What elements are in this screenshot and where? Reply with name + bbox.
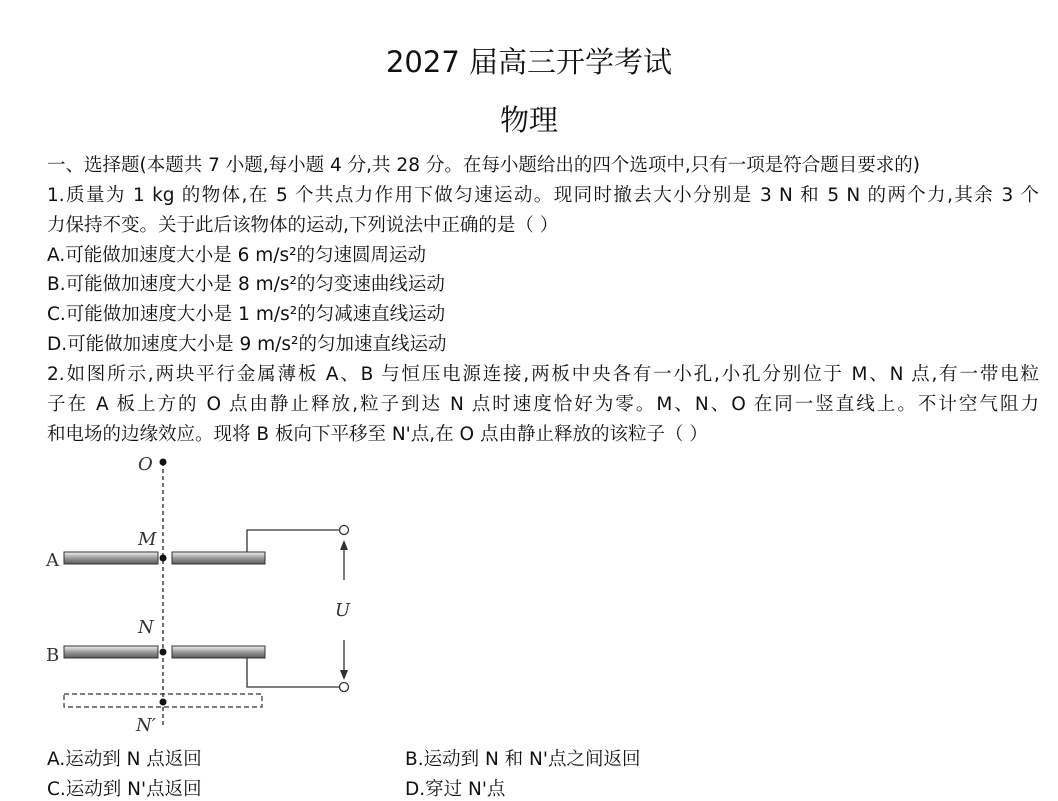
plate-a-right <box>172 552 265 564</box>
upper-wire <box>247 530 340 552</box>
question-1-option-a: A.可能做加速度大小是 6 m/s²的匀速圆周运动 <box>47 245 427 266</box>
subject-title: 物理 <box>499 103 558 137</box>
question-1-stem-line-2: 力保持不变。关于此后该物体的运动,下列说法中正确的是（ ） <box>47 215 559 236</box>
label-n: N <box>138 617 154 638</box>
label-m: M <box>138 529 157 550</box>
question-2-option-d: D.穿过 N'点 <box>405 779 506 800</box>
plate-b-right <box>172 646 265 658</box>
exam-title: 2027 届高三开学考试 <box>385 45 673 79</box>
label-n-prime: N′ <box>136 715 156 736</box>
plate-b-left <box>64 646 158 658</box>
question-1-stem-line-1: 1.质量为 1 kg 的物体,在 5 个共点力作用下做匀速运动。现同时撤去大小分别是 3 N 和 5 N 的两个力,其余 3 个 <box>47 185 1039 206</box>
voltage-arrowhead-down <box>340 670 348 680</box>
question-2-stem-line-3: 和电场的边缘效应。现将 B 板向下平移至 N'点,在 O 点由静止释放的该粒子（ ） <box>47 424 708 445</box>
point-n-prime <box>160 699 167 706</box>
point-o <box>160 459 167 466</box>
label-voltage-u: U <box>335 600 351 621</box>
question-2-stem-line-2: 子在 A 板上方的 O 点由静止释放,粒子到达 N 点时速度恰好为零。M、N、O 在同一竖直线上。不计空气阻力 <box>47 394 1039 415</box>
question-2-option-a: A.运动到 N 点返回 <box>47 749 202 770</box>
question-2-option-c: C.运动到 N'点返回 <box>47 779 202 800</box>
question-1-option-b: B.可能做加速度大小是 8 m/s²的匀变速曲线运动 <box>47 274 445 295</box>
question-2-stem-line-1: 2.如图所示,两块平行金属薄板 A、B 与恒压电源连接,两板中央各有一小孔,小孔分别位于 M、N 点,有一带电粒 <box>47 364 1039 385</box>
point-n <box>160 649 167 656</box>
upper-terminal <box>340 526 349 535</box>
plate-a-left <box>64 552 158 564</box>
question-2-option-b: B.运动到 N 和 N'点之间返回 <box>405 749 641 770</box>
lower-wire <box>247 658 340 687</box>
point-m <box>160 555 167 562</box>
section-header: 一、选择题(本题共 7 小题,每小题 4 分,共 28 分。在每小题给出的四个选项中,只有一项是符合题目要求的) <box>47 155 920 176</box>
lower-terminal <box>340 683 349 692</box>
label-o: O <box>138 454 153 475</box>
voltage-arrowhead-up <box>340 540 348 550</box>
question-1-option-c: C.可能做加速度大小是 1 m/s²的匀减速直线运动 <box>47 304 446 325</box>
question-1-option-d: D.可能做加速度大小是 9 m/s²的匀加速直线运动 <box>47 334 447 355</box>
label-plate-a: A <box>46 550 59 571</box>
label-plate-b: B <box>46 645 60 666</box>
